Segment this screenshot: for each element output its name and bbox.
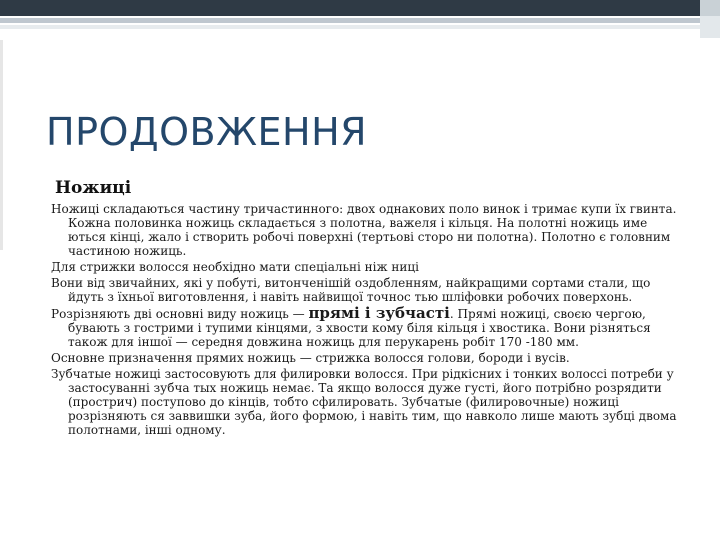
slide-body	[48, 202, 688, 439]
paragraph-types	[48, 306, 688, 349]
top-dark-band	[0, 0, 720, 16]
top-decoration-bar	[0, 0, 720, 28]
corner-accent	[700, 0, 720, 38]
top-gray-strip	[0, 18, 720, 23]
paragraph-purpose: Основне призначення прямих ножиць — стрижка волосся голови, бороди і вусів.	[51, 351, 570, 365]
types-text-before: Розрізняють дві основні виду ножиць —	[51, 307, 309, 321]
slide-heading: Ножиці	[55, 178, 132, 198]
paragraph-tools: Для стрижки волосся необхідно мати спеціальні ніж ниці	[51, 260, 419, 274]
types-emphasis: прямі і зубчасті	[308, 304, 450, 322]
paragraph-difference: Вони від звичайних, які у побуті, витонченішій оздобленням, найкращими сортами стали, що йдуть з їхньої виготовлення, і навіть найвищої точнос тью шліфовки робочих поверхонь.	[51, 276, 651, 304]
paragraph-composition: Ножиці складаються частину тричастинного: двох однакових поло винок і тримає купи їх гвинта. Кожна половинка ножиць складається з полотна, важеля і кільця. На полотні ножиць име ються кінці, жало і створить робочі поверхні (тертьові сторо ни полотна). Полотно є головним частиною ножиць.	[51, 202, 677, 258]
paragraph-thinning: Зубчатые ножиці застосовують для филировки волосся. При рідкісних і тонких волоссі потреби у застосуванні зубча тых ножиць немає. Та якщо волосся дуже густі, його потрібно розрядити (прострич) поступово до кінців, тобто сфилировать. Зубчатые (филировочные) ножиці розрізняють ся заввишки зуба, його формою, і навіть тим, що навколо лише мають зубці двома полотнами, інші одному.	[51, 367, 677, 437]
top-light-strip	[0, 25, 720, 29]
slide-title: ПРОДОВЖЕННЯ	[46, 110, 368, 154]
types-text-after: . Прямі ножиці, своєю чергою, бувають з гострими і тупими кінцями, з хвости кому біля кільця і хвостика. Вони різняться також для іншої — середня довжина ножиць для перукарень робіт 170 -180 мм.	[68, 307, 651, 349]
corner-accent-inner	[700, 16, 720, 38]
left-rule	[0, 40, 3, 250]
